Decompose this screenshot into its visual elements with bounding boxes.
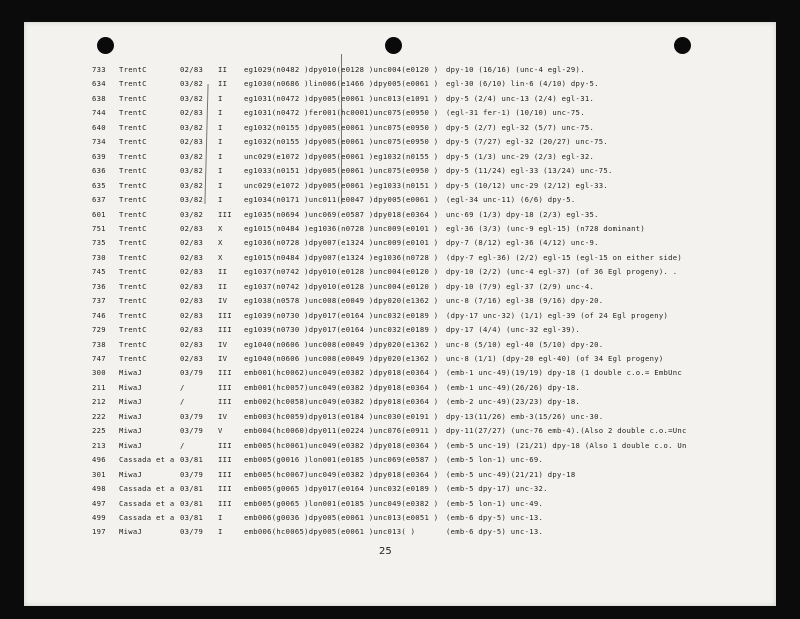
row-notes: (emb-1 unc-49)(26/26) dpy-18. <box>446 382 581 392</box>
row-chromosome: I <box>218 151 223 161</box>
row-date: 02/83 <box>180 223 204 233</box>
row-name: TrentC <box>119 310 147 320</box>
row-notes: dpy-5 (2/7) egl-32 (5/7) unc-75. <box>446 122 595 132</box>
row-genotype: emb005(g0016 )lon001(e0185 )unc069(e0587 ) <box>244 455 439 465</box>
row-notes: dpy-5 (11/24) egl-33 (13/24) unc-75. <box>446 166 613 176</box>
row-chromosome: X <box>218 252 223 262</box>
row-genotype: emb001(hc0062)unc049(e0382 )dpy018(e0364 ) <box>244 368 439 378</box>
row-notes: (dpy-7 egl-36) (2/2) egl-15 (egl-15 on either side) <box>446 252 682 262</box>
row-name: TrentC <box>119 108 147 118</box>
row-name: Cassada et a <box>119 498 175 508</box>
row-chromosome: X <box>218 238 223 248</box>
row-name: Cassada et a <box>119 455 175 465</box>
row-notes: (emb-5 unc-19) (21/21) dpy-18 (Also 1 double c.o. Un <box>446 440 687 450</box>
row-genotype: eg1032(n0155 )dpy005(e0061 )unc075(e0950 ) <box>244 137 439 147</box>
row-genotype: emb005(hc0061)unc049(e0382 )dpy018(e0364 ) <box>244 440 439 450</box>
row-id: 636 <box>92 166 106 176</box>
row-notes: dpy-10 (2/2) (unc-4 egl-37) (of 36 Egl progeny). . <box>446 267 678 277</box>
row-id: 601 <box>92 209 106 219</box>
row-date: 03/81 <box>180 455 204 465</box>
row-notes: (emb-6 dpy-5) unc-13. <box>446 512 544 522</box>
row-chromosome: III <box>218 368 232 378</box>
page-number: 25 <box>379 546 392 557</box>
row-notes: dpy-10 (7/9) egl-37 (2/9) unc-4. <box>446 281 595 291</box>
row-id: 497 <box>92 498 106 508</box>
row-genotype: emb005(g0065 )dpy017(e0164 )unc032(e0189 ) <box>244 484 439 494</box>
row-chromosome: III <box>218 498 232 508</box>
row-chromosome: IV <box>218 411 228 421</box>
row-notes: (emb-5 dpy-17) unc-32. <box>446 484 548 494</box>
row-id: 222 <box>92 411 106 421</box>
row-notes: (emb-2 unc-49)(23/23) dpy-18. <box>446 397 581 407</box>
row-genotype: eg1037(n0742 )dpy010(e0128 )unc004(e0120 ) <box>244 267 439 277</box>
row-chromosome: III <box>218 382 232 392</box>
row-chromosome: V <box>218 426 223 436</box>
row-genotype: eg1034(n0171 )unc011(e0047 )dpy005(e0061 ) <box>244 195 439 205</box>
row-date: 02/83 <box>180 354 204 363</box>
row-id: 747 <box>92 354 106 363</box>
row-date: / <box>180 397 185 407</box>
row-chromosome: IV <box>218 354 228 363</box>
row-id: 751 <box>92 223 106 233</box>
row-notes: (dpy-17 unc-32) (1/1) egl-39 (of 24 Egl progeny) <box>446 310 669 320</box>
row-id: 499 <box>92 512 106 522</box>
row-name: MiwaJ <box>119 411 143 421</box>
row-id: 734 <box>92 137 106 147</box>
row-name: Cassada et a <box>119 484 175 494</box>
row-name: MiwaJ <box>119 368 143 378</box>
row-date: 03/82 <box>180 79 204 89</box>
row-id: 300 <box>92 368 106 378</box>
row-id: 640 <box>92 122 106 132</box>
row-name: MiwaJ <box>119 397 143 407</box>
table-row <box>0 527 800 543</box>
row-name: TrentC <box>119 180 147 190</box>
row-date: 02/83 <box>180 137 204 147</box>
row-name: TrentC <box>119 325 147 335</box>
row-notes: unc-69 (1/3) dpy-18 (2/3) egl-35. <box>446 209 599 219</box>
row-notes: dpy-13(11/26) emb-3(15/26) unc-30. <box>446 411 604 421</box>
row-genotype: emb001(hc0057)unc049(e0382 )dpy018(e0364 ) <box>244 382 439 392</box>
row-id: 638 <box>92 93 106 103</box>
row-genotype: eg1015(n0484 )eg1036(n0728 )unc009(e0101 ) <box>244 223 439 233</box>
row-genotype: eg1031(n0472 )dpy005(e0061 )unc013(e1091 ) <box>244 93 439 103</box>
row-genotype: eg1029(n0482 )dpy010(e0128 )unc004(e0120 ) <box>244 65 439 74</box>
row-genotype: eg1035(n0694 )unc069(e0587 )dpy018(e0364 ) <box>244 209 439 219</box>
row-date: 02/83 <box>180 267 204 277</box>
row-chromosome: I <box>218 93 223 103</box>
row-date: 03/79 <box>180 469 204 479</box>
row-id: 744 <box>92 108 106 118</box>
row-chromosome: III <box>218 440 232 450</box>
row-date: 02/83 <box>180 108 204 118</box>
row-id: 729 <box>92 325 106 335</box>
row-chromosome: IV <box>218 339 228 349</box>
row-id: 197 <box>92 527 106 537</box>
row-id: 637 <box>92 195 106 205</box>
row-chromosome: II <box>218 65 228 74</box>
row-name: TrentC <box>119 223 147 233</box>
row-id: 635 <box>92 180 106 190</box>
row-chromosome: I <box>218 108 223 118</box>
row-id: 211 <box>92 382 106 392</box>
row-chromosome: I <box>218 122 223 132</box>
row-notes: unc-8 (5/10) egl-40 (5/10) dpy-20. <box>446 339 604 349</box>
row-notes: (emb-1 unc-49)(19/19) dpy-18 (1 double c.o.= EmbUnc <box>446 368 682 378</box>
row-date: 03/82 <box>180 151 204 161</box>
row-id: 212 <box>92 397 106 407</box>
row-notes: egl-30 (6/10) lin-6 (4/10) dpy-5. <box>446 79 599 89</box>
row-date: 02/83 <box>180 65 204 74</box>
row-genotype: emb005(g0065 )lon001(e0185 )unc049(e0382 ) <box>244 498 439 508</box>
row-genotype: eg1030(n0686 )lin006(e1466 )dpy005(e0061 ) <box>244 79 439 89</box>
row-date: 03/82 <box>180 122 204 132</box>
row-notes: dpy-5 (10/12) unc-29 (2/12) egl-33. <box>446 180 608 190</box>
row-genotype: eg1040(n0606 )unc008(e0049 )dpy020(e1362 ) <box>244 339 439 349</box>
row-name: MiwaJ <box>119 527 143 537</box>
row-name: TrentC <box>119 195 147 205</box>
row-date: 02/83 <box>180 339 204 349</box>
row-chromosome: II <box>218 281 228 291</box>
row-notes: dpy-7 (8/12) egl-36 (4/12) unc-9. <box>446 238 599 248</box>
row-chromosome: III <box>218 469 232 479</box>
row-name: TrentC <box>119 65 147 74</box>
row-genotype: eg1032(n0155 )dpy005(e0061 )unc075(e0950 ) <box>244 122 439 132</box>
row-id: 496 <box>92 455 106 465</box>
row-name: TrentC <box>119 166 147 176</box>
row-name: TrentC <box>119 238 147 248</box>
row-chromosome: I <box>218 137 223 147</box>
row-date: 03/82 <box>180 166 204 176</box>
row-date: 03/82 <box>180 93 204 103</box>
row-genotype: emb005(hc0067)unc049(e0382 )dpy018(e0364 ) <box>244 469 439 479</box>
row-genotype: unc029(e1072 )dpy005(e0061 )eg1032(n0155 ) <box>244 151 439 161</box>
row-name: TrentC <box>119 339 147 349</box>
row-id: 746 <box>92 310 106 320</box>
row-name: MiwaJ <box>119 382 143 392</box>
row-notes: egl-36 (3/3) (unc-9 egl-15) (n728 dominant) <box>446 223 645 233</box>
row-genotype: eg1040(n0606 )unc008(e0049 )dpy020(e1362 ) <box>244 354 439 363</box>
row-notes: dpy-11(27/27) (unc-76 emb-4).(Also 2 double c.o.=Unc <box>446 426 687 436</box>
row-id: 735 <box>92 238 106 248</box>
row-date: 02/83 <box>180 325 204 335</box>
row-notes: dpy-5 (7/27) egl-32 (20/27) unc-75. <box>446 137 608 147</box>
row-chromosome: I <box>218 180 223 190</box>
row-date: 02/83 <box>180 281 204 291</box>
row-genotype: eg1031(n0472 )fer001(hc0001)unc075(e0950 ) <box>244 108 439 118</box>
row-notes: (emb-5 lon-1) unc-49. <box>446 498 544 508</box>
row-genotype: eg1033(n0151 )dpy005(e0061 )unc075(e0950 ) <box>244 166 439 176</box>
row-genotype: emb002(hc0058)unc049(e0382 )dpy018(e0364 ) <box>244 397 439 407</box>
row-id: 498 <box>92 484 106 494</box>
row-genotype: eg1038(n0578 )unc008(e0049 )dpy020(e1362 ) <box>244 296 439 306</box>
row-chromosome: III <box>218 455 232 465</box>
row-name: Cassada et a <box>119 512 175 522</box>
row-name: TrentC <box>119 267 147 277</box>
row-id: 301 <box>92 469 106 479</box>
row-notes: unc-8 (1/1) (dpy-20 egl-40) (of 34 Egl progeny) <box>446 354 664 363</box>
row-notes: (egl-31 fer-1) (10/10) unc-75. <box>446 108 585 118</box>
row-notes: dpy-5 (1/3) unc-29 (2/3) egl-32. <box>446 151 595 161</box>
row-date: 03/79 <box>180 411 204 421</box>
row-genotype: eg1015(n0484 )dpy007(e1324 )eg1036(n0728 ) <box>244 252 439 262</box>
row-date: 02/83 <box>180 252 204 262</box>
row-notes: dpy-17 (4/4) (unc-32 egl-39). <box>446 325 581 335</box>
row-name: TrentC <box>119 151 147 161</box>
row-id: 733 <box>92 65 106 74</box>
row-date: 03/79 <box>180 527 204 537</box>
row-name: TrentC <box>119 252 147 262</box>
row-notes: (emb-6 dpy-5) unc-13. <box>446 527 544 537</box>
row-genotype: emb006(hc0065)dpy005(e0061 )unc013( ) <box>244 527 416 537</box>
row-date: 03/81 <box>180 484 204 494</box>
row-chromosome: I <box>218 527 223 537</box>
row-name: MiwaJ <box>119 440 143 450</box>
row-genotype: eg1037(n0742 )dpy010(e0128 )unc004(e0120 ) <box>244 281 439 291</box>
row-id: 736 <box>92 281 106 291</box>
row-name: MiwaJ <box>119 469 143 479</box>
row-id: 225 <box>92 426 106 436</box>
row-name: TrentC <box>119 209 147 219</box>
row-chromosome: X <box>218 223 223 233</box>
row-date: / <box>180 382 185 392</box>
row-notes: dpy-10 (16/16) (unc-4 egl-29). <box>446 65 585 74</box>
row-date: 03/81 <box>180 512 204 522</box>
row-chromosome: III <box>218 325 232 335</box>
row-chromosome: III <box>218 209 232 219</box>
row-id: 745 <box>92 267 106 277</box>
row-chromosome: II <box>218 79 228 89</box>
row-name: MiwaJ <box>119 426 143 436</box>
row-genotype: eg1036(n0728 )dpy007(e1324 )unc009(e0101 ) <box>244 238 439 248</box>
row-chromosome: I <box>218 195 223 205</box>
row-name: TrentC <box>119 122 147 132</box>
row-id: 213 <box>92 440 106 450</box>
row-genotype: eg1039(n0730 )dpy017(e0164 )unc032(e0189 ) <box>244 325 439 335</box>
row-id: 737 <box>92 296 106 306</box>
row-notes: (emb-5 lon-1) unc-69. <box>446 455 544 465</box>
row-date: 02/83 <box>180 310 204 320</box>
row-chromosome: III <box>218 484 232 494</box>
row-genotype: emb006(g0036 )dpy005(e0061 )unc013(e0051 ) <box>244 512 439 522</box>
row-notes: (egl-34 unc-11) (6/6) dpy-5. <box>446 195 576 205</box>
row-chromosome: I <box>218 512 223 522</box>
row-id: 738 <box>92 339 106 349</box>
row-name: TrentC <box>119 93 147 103</box>
row-name: TrentC <box>119 137 147 147</box>
row-chromosome: III <box>218 397 232 407</box>
row-id: 634 <box>92 79 106 89</box>
row-notes: dpy-5 (2/4) unc-13 (2/4) egl-31. <box>446 93 595 103</box>
row-date: 03/82 <box>180 195 204 205</box>
row-date: 03/79 <box>180 368 204 378</box>
row-id: 730 <box>92 252 106 262</box>
row-genotype: eg1039(n0730 )dpy017(e0164 )unc032(e0189 ) <box>244 310 439 320</box>
row-date: 03/79 <box>180 426 204 436</box>
row-date: 02/83 <box>180 238 204 248</box>
row-date: 03/82 <box>180 180 204 190</box>
row-chromosome: II <box>218 267 228 277</box>
row-notes: (emb-5 unc-49)(21/21) dpy-18 <box>446 469 576 479</box>
row-date: / <box>180 440 185 450</box>
row-genotype: emb004(hc0060)dpy011(e0224 )unc076(e0911 ) <box>244 426 439 436</box>
row-chromosome: III <box>218 310 232 320</box>
row-date: 03/81 <box>180 498 204 508</box>
row-name: TrentC <box>119 354 147 363</box>
row-date: 03/82 <box>180 209 204 219</box>
row-date: 02/83 <box>180 296 204 306</box>
row-name: TrentC <box>119 281 147 291</box>
row-notes: unc-8 (7/16) egl-38 (9/16) dpy-20. <box>446 296 604 306</box>
row-genotype: unc029(e1072 )dpy005(e0061 )eg1033(n0151 ) <box>244 180 439 190</box>
row-name: TrentC <box>119 296 147 306</box>
row-name: TrentC <box>119 79 147 89</box>
row-chromosome: I <box>218 166 223 176</box>
row-id: 639 <box>92 151 106 161</box>
row-chromosome: IV <box>218 296 228 306</box>
row-genotype: emb003(hc0059)dpy013(e0184 )unc030(e0191 ) <box>244 411 439 421</box>
